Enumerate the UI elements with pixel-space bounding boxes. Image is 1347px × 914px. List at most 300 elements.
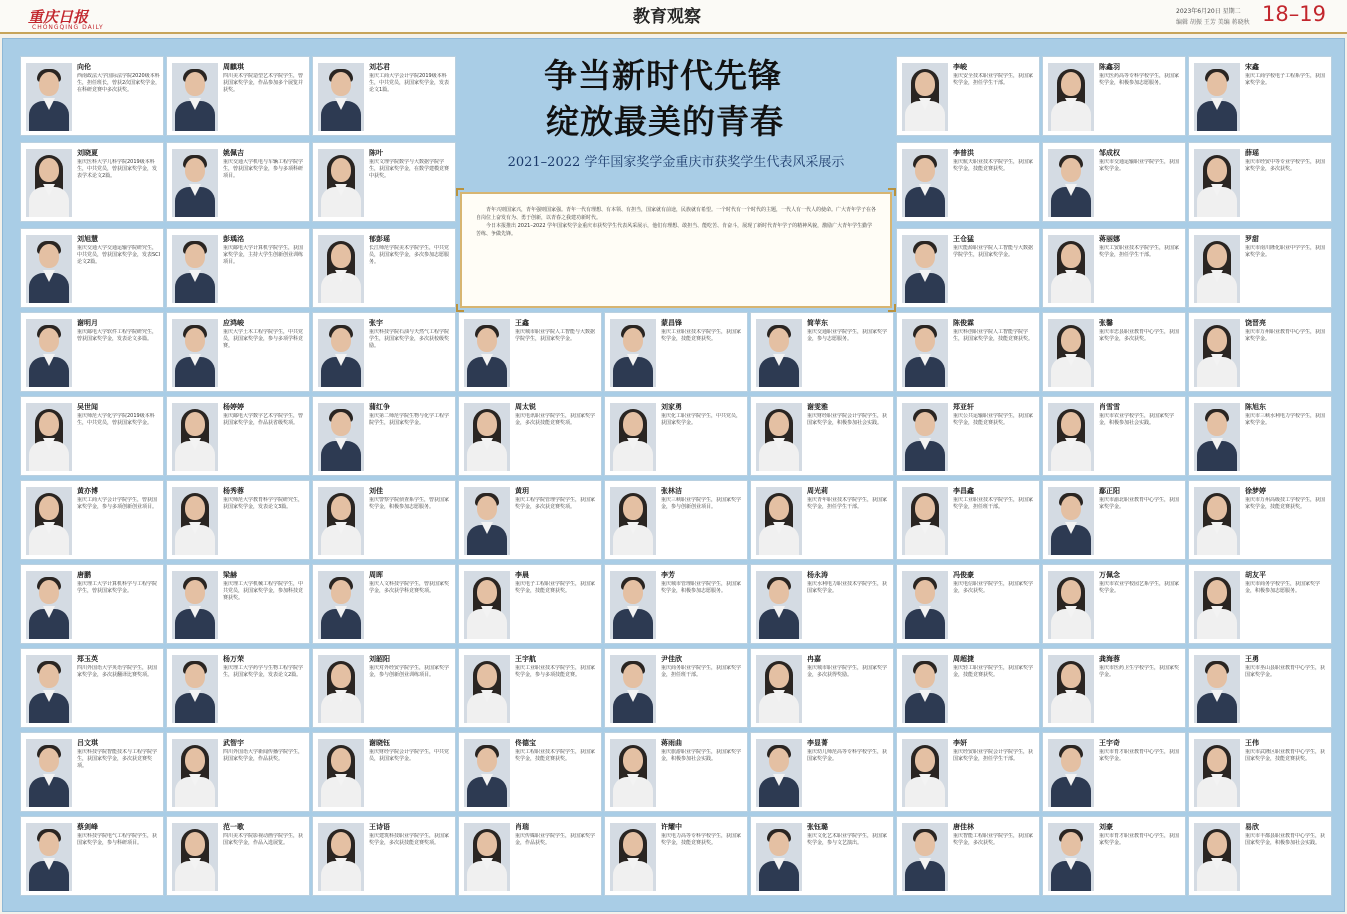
student-portrait (902, 319, 948, 387)
student-name: 胡友平 (1245, 571, 1266, 579)
student-name: 王宇奇 (1099, 739, 1120, 747)
student-portrait (318, 319, 364, 387)
student-card (604, 480, 748, 560)
portrait-head (39, 580, 59, 604)
student-bio: 重庆工商学校电子工程系学生，获国家奖学金。 (1245, 73, 1326, 86)
student-name: 吴世闻 (77, 403, 98, 411)
student-name: 李昌鑫 (953, 487, 974, 495)
student-portrait (172, 63, 218, 131)
student-bio: 重庆大学土木工程学院学生，中共党员，获国家奖学金，参与多项学科竞赛。 (223, 329, 304, 349)
student-name: 张宇 (369, 319, 383, 327)
portrait-head (477, 664, 497, 688)
student-bio: 重庆市医药卫生学校学生，获国家奖学金。 (1099, 665, 1180, 678)
student-name: 彭瑀洺 (223, 235, 244, 243)
student-portrait (902, 571, 948, 639)
student-card (166, 56, 310, 136)
student-card (20, 816, 164, 896)
student-bio: 重庆公共运输职业学院学生，获国家奖学金，技能竞赛获奖。 (953, 413, 1034, 426)
student-portrait (318, 235, 364, 303)
student-portrait (1194, 235, 1240, 303)
portrait-head (623, 580, 643, 604)
student-bio: 四川美术学院影视动画学院学生，获国家奖学金，作品入选展览。 (223, 833, 304, 846)
student-name: 李芳 (661, 571, 675, 579)
portrait-head (1061, 496, 1081, 520)
student-name: 李妍 (953, 739, 967, 747)
portrait-head (769, 328, 789, 352)
student-name: 谢晓钰 (369, 739, 390, 747)
student-name: 杨永涛 (807, 571, 828, 579)
student-portrait (464, 571, 510, 639)
student-card (750, 480, 894, 560)
student-card (1042, 648, 1186, 728)
student-portrait (26, 655, 72, 723)
student-name: 唐鹏 (77, 571, 91, 579)
portrait-head (477, 412, 497, 436)
student-card (1042, 816, 1186, 896)
student-name: 刘家勇 (661, 403, 682, 411)
portrait-head (331, 158, 351, 182)
student-name: 冉嘉 (807, 655, 821, 663)
student-portrait (172, 571, 218, 639)
student-portrait (172, 739, 218, 807)
student-name: 武智宇 (223, 739, 244, 747)
student-bio: 重庆工业职业技术学院学生，获国家奖学金，技能竞赛获奖。 (661, 329, 742, 342)
student-bio: 重庆市丰都县职业教育中心学生，获国家奖学金，积极参加社会实践。 (1245, 833, 1326, 846)
student-portrait (1048, 571, 1094, 639)
student-card (20, 480, 164, 560)
portrait-head (915, 72, 935, 96)
portrait-head (623, 832, 643, 856)
student-bio: 重庆工商大学会计学院2019级本科生，中共党员，获国家奖学金，发表论文1篇。 (369, 73, 450, 93)
section-title: 教育观察 (633, 7, 701, 27)
student-name: 蒋雨曲 (661, 739, 682, 747)
student-bio: 重庆三峡职业学院学生，获国家奖学金，参与创新创业项目。 (661, 497, 742, 510)
student-card (20, 396, 164, 476)
student-card (20, 564, 164, 644)
student-bio: 重庆医科大学儿科学院2019级本科生，中共党员，曾获国家奖学金，发表学术论文2篇。 (77, 159, 158, 179)
student-bio: 重庆市三峡水利电力学校学生，获国家奖学金。 (1245, 413, 1326, 426)
student-portrait (464, 487, 510, 555)
student-name: 王鑫 (515, 319, 529, 327)
student-card (166, 732, 310, 812)
student-name: 黄玥 (515, 487, 529, 495)
student-name: 应鸿峻 (223, 319, 244, 327)
student-portrait (902, 739, 948, 807)
student-portrait (610, 571, 656, 639)
student-card (896, 312, 1040, 392)
student-card (312, 648, 456, 728)
student-portrait (1194, 63, 1240, 131)
student-name: 唐佳林 (953, 823, 974, 831)
student-portrait (1048, 403, 1094, 471)
student-bio: 重庆人文科技学院学生，曾获国家奖学金，多次获学科竞赛奖项。 (369, 581, 450, 594)
student-portrait (902, 403, 948, 471)
student-bio: 重庆交通大学交通运输学院研究生，中共党员，曾获国家奖学金，发表SCI论文2篇。 (77, 245, 161, 265)
student-card (20, 56, 164, 136)
portrait-head (185, 412, 205, 436)
student-name: 尹佳欣 (661, 655, 682, 663)
student-name: 范一歌 (223, 823, 244, 831)
student-bio: 重庆市巫山县职业教育中心学生，获国家奖学金。 (1245, 665, 1326, 678)
headline-line-2: 绽放最美的青春 (546, 102, 784, 141)
student-card (604, 732, 748, 812)
student-name: 陈俊霖 (953, 319, 974, 327)
student-portrait (1048, 149, 1094, 217)
portrait-head (769, 496, 789, 520)
student-bio: 重庆工商大学会计学院学生，曾获国家奖学金，参与多项创新创业项目。 (77, 497, 158, 510)
student-portrait (610, 823, 656, 891)
student-bio: 重庆市渝北职业教育中心学生，获国家奖学金。 (1099, 497, 1180, 510)
student-name: 王勇 (1245, 655, 1259, 663)
student-card (896, 816, 1040, 896)
student-card (750, 732, 894, 812)
portrait-head (915, 158, 935, 182)
student-card (750, 312, 894, 392)
newspaper-header (0, 0, 1347, 34)
student-name: 李晨 (515, 571, 529, 579)
student-card (896, 228, 1040, 308)
student-name: 徐梦婷 (1245, 487, 1266, 495)
student-card (20, 732, 164, 812)
issue-date: 2023年6月20日 星期二 (1176, 8, 1241, 15)
student-card (312, 396, 456, 476)
portrait-head (915, 580, 935, 604)
student-card (750, 648, 894, 728)
student-bio: 重庆市万州职业教育中心学生，获国家奖学金。 (1245, 329, 1326, 342)
student-name: 周光莉 (807, 487, 828, 495)
student-card (604, 564, 748, 644)
student-name: 李峻 (953, 63, 967, 71)
student-bio: 四川美术学院造型艺术学院学生，曾获国家奖学金，作品参加多个展览并获奖。 (223, 73, 304, 93)
student-bio: 重庆市经贸中等专业学校学生，获国家奖学金，多次获奖。 (1245, 159, 1326, 172)
intro-paragraph: 青年兴则国家兴，青年强则国家强。青年一代有理想、有本领、有担当，国家就有前途，民族就有希望。一个时代有一个时代的主题，一代人有一代人的使命。广大青年学子在各自岗位上奋发有为、勇于创新，以青春之我建功新时代。 (476, 207, 877, 221)
student-name: 张馨 (1099, 319, 1113, 327)
student-portrait (172, 403, 218, 471)
student-bio: 重庆文化艺术职业学院学生，获国家奖学金，参与文艺演出。 (807, 833, 888, 846)
student-bio: 重庆电信职业学院学生，获国家奖学金，多次获奖。 (953, 581, 1034, 594)
portrait-head (1061, 244, 1081, 268)
ornament-corner (456, 188, 464, 196)
student-name: 易欣 (1245, 823, 1259, 831)
student-bio: 重庆航天职业技术学院学生，获国家奖学金，技能竞赛获奖。 (953, 159, 1034, 172)
student-bio: 重庆能源职业学院人工智能与大数据学院学生，获国家奖学金。 (953, 245, 1034, 258)
student-bio: 重庆文理学院数学与大数据学院学生，获国家奖学金，在数学建模竞赛中获奖。 (369, 159, 450, 179)
student-portrait (26, 823, 72, 891)
student-name: 龚海蓉 (1099, 655, 1120, 663)
student-name: 刘芯君 (369, 63, 390, 71)
student-name: 肖瑞 (515, 823, 529, 831)
student-portrait (902, 149, 948, 217)
portrait-head (331, 832, 351, 856)
student-bio: 重庆水利电力职业技术学院学生，获国家奖学金。 (807, 581, 888, 594)
student-name: 张钰璐 (807, 823, 828, 831)
student-name: 吕文琪 (77, 739, 98, 747)
portrait-head (331, 244, 351, 268)
student-name: 刘旭慧 (77, 235, 98, 243)
student-portrait (172, 655, 218, 723)
student-bio: 四川外国语大学新闻传播学院学生，获国家奖学金，作品获奖。 (223, 749, 304, 762)
student-card (604, 312, 748, 392)
portrait-head (1207, 328, 1227, 352)
student-name: 周太锐 (515, 403, 536, 411)
student-bio: 重庆经贸职业学院会计学院学生，获国家奖学金，担任学生干部。 (953, 749, 1034, 762)
student-card (312, 142, 456, 222)
student-bio: 重庆电力高等专科学校学生，获国家奖学金，技能竞赛获奖。 (661, 833, 742, 846)
portrait-head (915, 328, 935, 352)
ornament-corner (456, 304, 464, 312)
portrait-head (185, 580, 205, 604)
student-bio: 重庆科技学院智能技术与工程学院学生，获国家奖学金，多次获竞赛奖项。 (77, 749, 158, 769)
student-name: 蔡剑峰 (77, 823, 98, 831)
portrait-head (623, 496, 643, 520)
student-bio: 重庆工程学院管理学院学生，获国家奖学金，多次获竞赛奖项。 (515, 497, 596, 510)
student-name: 宋鑫 (1245, 63, 1259, 71)
student-bio: 重庆科技学院电气工程学院学生，获国家奖学金，参与科研项目。 (77, 833, 158, 846)
portrait-head (185, 244, 205, 268)
student-bio: 重庆安全技术职业学院学生，获国家奖学金，担任学生干部。 (953, 73, 1034, 86)
student-card (1042, 142, 1186, 222)
student-card (312, 816, 456, 896)
portrait-head (769, 412, 789, 436)
student-card (312, 564, 456, 644)
portrait-head (1207, 832, 1227, 856)
student-bio: 重庆科技学院石油与天然气工程学院学生，获国家奖学金，多次获校级奖励。 (369, 329, 450, 349)
student-bio: 重庆旅游职业学院学生，获国家奖学金，积极参加社会实践。 (661, 749, 742, 762)
student-bio: 重庆市农业学校园艺系学生，获国家奖学金。 (1099, 581, 1180, 594)
portrait-head (915, 496, 935, 520)
portrait-head (331, 748, 351, 772)
student-name: 邹成权 (1099, 149, 1120, 157)
portrait-head (39, 158, 59, 182)
student-portrait (610, 319, 656, 387)
student-bio: 重庆科创职业学院人工智能学院学生，获国家奖学金，技能竞赛获奖。 (953, 329, 1034, 342)
student-bio: 重庆市交通运输职业学院学生，获国家奖学金。 (1099, 159, 1180, 172)
portrait-head (185, 832, 205, 856)
portrait-head (1061, 72, 1081, 96)
student-portrait (1048, 487, 1094, 555)
student-card (1188, 732, 1332, 812)
portrait-head (769, 832, 789, 856)
portrait-head (623, 328, 643, 352)
student-name: 王诗语 (369, 823, 390, 831)
student-portrait (756, 739, 802, 807)
student-card (896, 564, 1040, 644)
portrait-head (185, 496, 205, 520)
student-card (1188, 312, 1332, 392)
student-portrait (902, 63, 948, 131)
student-card (1188, 564, 1332, 644)
student-card (896, 480, 1040, 560)
portrait-head (331, 412, 351, 436)
student-card (750, 816, 894, 896)
portrait-head (477, 832, 497, 856)
student-portrait (902, 823, 948, 891)
student-portrait (610, 655, 656, 723)
student-portrait (1194, 319, 1240, 387)
portrait-head (915, 664, 935, 688)
student-card (458, 816, 602, 896)
student-bio: 重庆师范大学教育科学学院研究生，获国家奖学金，发表论文3篇。 (223, 497, 304, 510)
student-name: 谢明月 (77, 319, 98, 327)
student-bio: 重庆市育才职业教育中心学生，获国家奖学金。 (1099, 833, 1180, 846)
student-bio: 重庆市武隆区职业教育中心学生，获国家奖学金，技能竞赛获奖。 (1245, 749, 1326, 762)
student-bio: 重庆市忠县职业教育中心学生，获国家奖学金，多次获奖。 (1099, 329, 1180, 342)
student-portrait (1194, 149, 1240, 217)
student-portrait (756, 319, 802, 387)
portrait-head (39, 328, 59, 352)
student-bio: 西南政法大学国际法学院2020级本科生，担任班长，曾获2次国家奖学金，在科研竞赛中多次获奖。 (77, 73, 161, 93)
student-bio: 重庆工贸职业技术学院学生，获国家奖学金，担任学生干部。 (1099, 245, 1180, 258)
portrait-head (331, 496, 351, 520)
student-name: 王伟 (1245, 739, 1259, 747)
portrait-head (185, 664, 205, 688)
student-card (166, 816, 310, 896)
student-bio: 重庆理工大学计算机科学与工程学院学生，曾获国家奖学金。 (77, 581, 158, 594)
portrait-head (1207, 748, 1227, 772)
student-name: 周超捷 (953, 655, 974, 663)
student-portrait (902, 487, 948, 555)
portrait-head (623, 748, 643, 772)
student-name: 佟德宝 (515, 739, 536, 747)
student-portrait (318, 739, 364, 807)
student-card (1188, 142, 1332, 222)
student-name: 周晖 (369, 571, 383, 579)
student-portrait (26, 739, 72, 807)
student-bio: 重庆城市管理职业学院学生，获国家奖学金，积极参加志愿服务。 (661, 581, 742, 594)
portrait-head (185, 158, 205, 182)
student-name: 郁彭瑶 (369, 235, 390, 243)
student-portrait (756, 655, 802, 723)
student-name: 李普洪 (953, 149, 974, 157)
student-name: 黄亦博 (77, 487, 98, 495)
student-card (1188, 228, 1332, 308)
student-bio: 四川外国语大学英语学院学生，获国家奖学金，多次获翻译比赛奖项。 (77, 665, 158, 678)
student-portrait (1194, 403, 1240, 471)
student-bio: 重庆邮电大学软件工程学院研究生，曾获国家奖学金，发表论文多篇。 (77, 329, 158, 342)
student-bio: 重庆交通职业学院学生，获国家奖学金，参与志愿服务。 (807, 329, 888, 342)
student-card (1042, 396, 1186, 476)
student-bio: 重庆医药高等专科学校学生，获国家奖学金，积极参加志愿服务。 (1099, 73, 1180, 86)
student-name: 梁赫 (223, 571, 237, 579)
student-card (166, 396, 310, 476)
student-name: 陈叶 (369, 149, 383, 157)
student-card (896, 732, 1040, 812)
student-card (750, 564, 894, 644)
student-portrait (318, 823, 364, 891)
student-name: 薛瑶 (1245, 149, 1259, 157)
portrait-head (915, 244, 935, 268)
student-portrait (902, 655, 948, 723)
student-card (1188, 648, 1332, 728)
student-name: 冯俊豪 (953, 571, 974, 579)
student-name: 王仓猛 (953, 235, 974, 243)
portrait-head (39, 72, 59, 96)
student-bio: 重庆市农业学校学生，获国家奖学金，积极参加社会实践。 (1099, 413, 1175, 426)
editor-credits: 编辑 胡振 王芳 美编 蒋晓秋 (1176, 19, 1250, 26)
student-name: 周麒琪 (223, 63, 244, 71)
student-name: 简苹东 (807, 319, 828, 327)
portrait-head (915, 412, 935, 436)
student-card (1042, 564, 1186, 644)
student-portrait (464, 319, 510, 387)
portrait-head (477, 580, 497, 604)
student-name: 刘晓夏 (77, 149, 98, 157)
portrait-head (39, 748, 59, 772)
student-card (1042, 56, 1186, 136)
student-portrait (610, 487, 656, 555)
feature-subtitle: 2021–2022 学年国家奖学金重庆市获奖学生代表风采展示 (507, 155, 845, 170)
student-portrait (26, 235, 72, 303)
student-bio: 重庆化工职业学院学生，中共党员，获国家奖学金。 (661, 413, 742, 426)
portrait-head (477, 748, 497, 772)
student-card (166, 142, 310, 222)
portrait-head (477, 328, 497, 352)
student-name: 蒲红争 (369, 403, 390, 411)
student-portrait (318, 403, 364, 471)
portrait-head (1207, 664, 1227, 688)
student-card (312, 732, 456, 812)
student-card (20, 142, 164, 222)
newspaper-logo-subtitle: CHONGQING DAILY (32, 24, 104, 31)
student-bio: 重庆理工大学药学与生物工程学院学生，获国家奖学金，发表论文2篇。 (223, 665, 304, 678)
portrait-head (769, 664, 789, 688)
student-portrait (318, 149, 364, 217)
student-card (458, 396, 602, 476)
student-name: 向伦 (77, 63, 91, 71)
student-portrait (464, 655, 510, 723)
student-card (750, 396, 894, 476)
student-portrait (1194, 571, 1240, 639)
student-bio: 重庆青年职业技术学院学生，获国家奖学金，担任学生干部。 (807, 497, 888, 510)
student-portrait (1194, 739, 1240, 807)
student-portrait (464, 739, 510, 807)
portrait-head (623, 664, 643, 688)
portrait-head (1207, 496, 1227, 520)
student-portrait (756, 571, 802, 639)
portrait-head (185, 328, 205, 352)
student-card (166, 564, 310, 644)
portrait-head (1207, 244, 1227, 268)
student-card (896, 396, 1040, 476)
student-card (312, 480, 456, 560)
student-portrait (172, 149, 218, 217)
portrait-head (1207, 412, 1227, 436)
student-bio: 重庆市商务学校学生，获国家奖学金，积极参加志愿服务。 (1245, 581, 1321, 594)
student-bio: 重庆商务职业学院学生，获国家奖学金，担任班干部。 (661, 665, 742, 678)
student-name: 谢雯雅 (807, 403, 828, 411)
student-portrait (318, 571, 364, 639)
student-card (166, 648, 310, 728)
student-portrait (318, 487, 364, 555)
student-name: 张林洁 (661, 487, 682, 495)
student-bio: 重庆交通大学机电与车辆工程学院学生，曾获国家奖学金，参与多项科研项目。 (223, 159, 304, 179)
portrait-head (623, 412, 643, 436)
student-card (312, 312, 456, 392)
student-portrait (26, 571, 72, 639)
student-name: 杨秀蓉 (223, 487, 244, 495)
student-bio: 重庆轻工职业学院学生，获国家奖学金，技能竞赛获奖。 (953, 665, 1034, 678)
student-name: 杨婷婷 (223, 403, 244, 411)
student-bio: 重庆城市职业学院人工智能与大数据学院学生，获国家奖学金。 (515, 329, 596, 342)
portrait-head (915, 748, 935, 772)
student-portrait (172, 319, 218, 387)
student-portrait (318, 655, 364, 723)
student-card (458, 732, 602, 812)
student-name: 姚佩吉 (223, 149, 244, 157)
student-bio: 重庆智能工程职业学院学生，获国家奖学金，多次获奖。 (953, 833, 1034, 846)
student-card (1042, 228, 1186, 308)
portrait-head (769, 748, 789, 772)
